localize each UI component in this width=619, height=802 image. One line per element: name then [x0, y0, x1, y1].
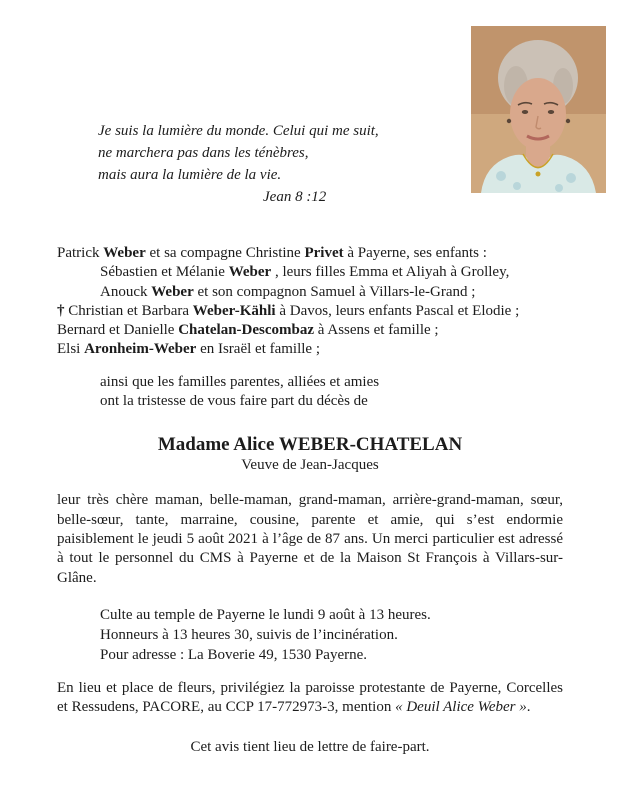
family-line: † Christian et Barbara Weber-Kähli à Davos, leurs enfants Pascal et Elodie ; [57, 302, 520, 319]
family-line: Bernard et Danielle Chatelan-Descombaz à Assens et famille ; [57, 322, 439, 339]
bible-quote [98, 120, 563, 208]
deceased-subtitle: Veuve de Jean-Jacques [241, 457, 379, 474]
ceremony-details [57, 605, 563, 665]
ceremony-line: Honneurs à 13 heures 30, suivis de l’incinération. [100, 626, 398, 643]
quote-line: mais aura la lumière de la vie. [98, 167, 282, 183]
ceremony-line: Culte au temple de Payerne le lundi 9 août à 13 heures. [100, 606, 431, 623]
family-line: Sébastien et Mélanie Weber , leurs filles Emma et Aliyah à Grolley, [100, 264, 510, 281]
quote-line: ne marchera pas dans les ténèbres, [98, 145, 309, 161]
blouse-pattern-dot [566, 173, 576, 183]
intro-line: ainsi que les familles parentes, alliées et amies [100, 373, 380, 390]
earring-right [566, 119, 570, 123]
ceremony-line: Pour adresse : La Boverie 49, 1530 Payerne. [100, 646, 368, 663]
quote-attribution: Jean 8 :12 [263, 189, 327, 205]
intro-lines [57, 373, 563, 412]
family-paragraph [57, 244, 563, 360]
deceased-name: Madame Alice WEBER-CHATELAN [157, 434, 463, 456]
donations-paragraph: En lieu et place de fleurs, privilégiez la paroisse protestante de Payerne, Corcelles et Ressudens, PACORE, au CCP 17-772973-3, mention « Deuil Alice Weber ». [57, 679, 563, 716]
intro-line: ont la tristesse de vous faire part du décès de [100, 393, 368, 410]
announcement-content [57, 0, 563, 756]
family-line: Anouck Weber et son compagnon Samuel à Villars-le-Grand ; [100, 283, 476, 300]
family-line: Elsi Aronheim-Weber en Israël et famille ; [57, 341, 321, 358]
quote-line: Je suis la lumière du monde. Celui qui me suit, [98, 123, 379, 139]
tribute-paragraph: leur très chère maman, belle-maman, grand-maman, arrière-grand-maman, sœur, belle-sœur, tante, marraine, cousine, parente et amie, qui s’est endormie paisiblement le jeudi 5 août 2021 à l’âge de 87 ans. Un merci particulier est adressé à tout le personnel du CMS à Payerne et de la Maison St François à Villars-sur-Glâne. [57, 492, 563, 586]
family-line: Patrick Weber et sa compagne Christine Privet à Payerne, ses enfants : [57, 245, 487, 261]
closing-line: Cet avis tient lieu de lettre de faire-part. [190, 738, 430, 755]
